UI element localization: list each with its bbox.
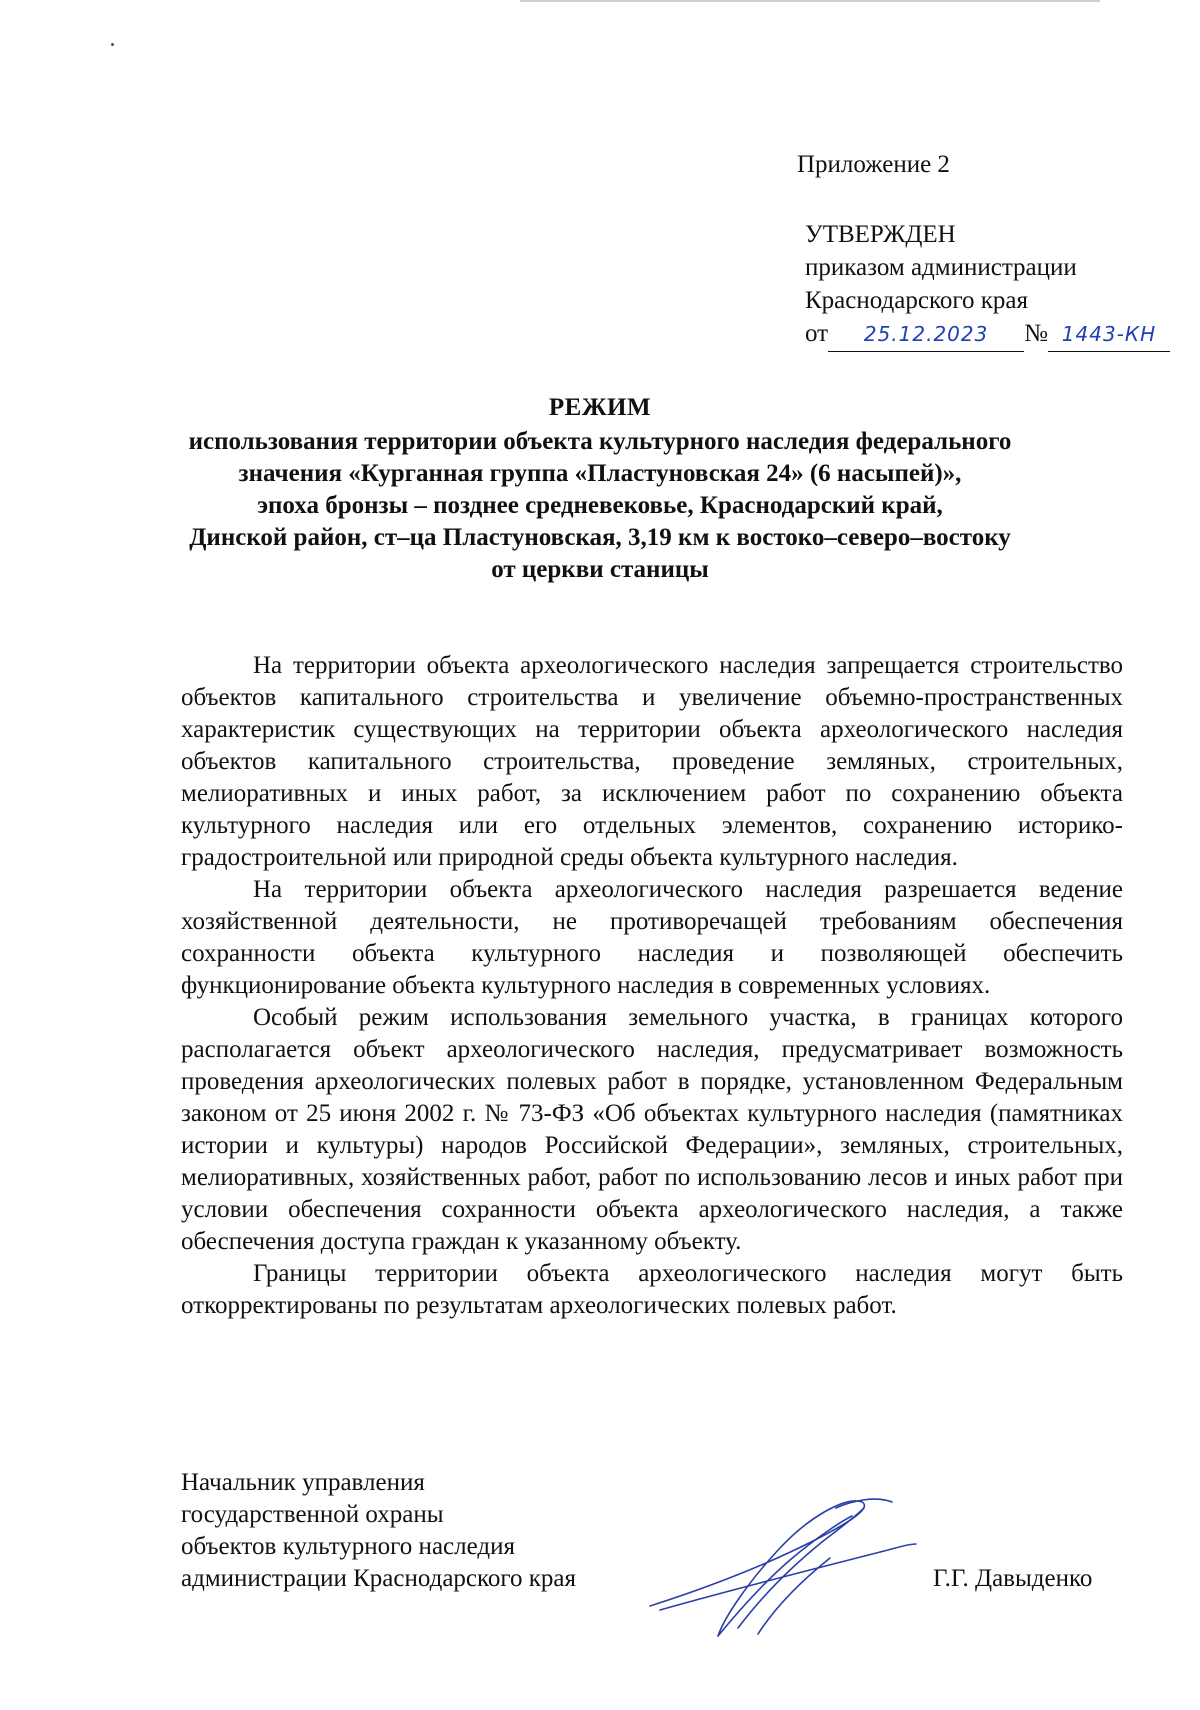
approval-line-1: приказом администрации: [805, 254, 1077, 281]
subtitle-line-1: использования территории объекта культурного наследия федерального: [188, 428, 1012, 455]
approval-date-field: [828, 317, 1024, 352]
document-heading: РЕЖИМ: [548, 394, 652, 421]
position-line-2: государственной охраны: [181, 1501, 444, 1528]
position-line-3: объектов культурного наследия: [181, 1533, 515, 1560]
approval-block: [805, 218, 1170, 352]
body-paragraph-4: Границы территории объекта археологического наследия могут быть откорректированы по результатам археологических полевых работ.: [181, 1260, 1123, 1319]
body-paragraph-3: Особый режим использования земельного участка, в границах которого располагается объект археологического наследия, предусматривает возможность проведения археологических полевых работ в порядке, установленном Федеральным законом от 25 июня 2002 г. № 73-ФЗ «Об объектах культурного наследия (памятниках истории и культуры) народов Российской Федерации», земляных, строительных, мелиоративных, хозяйственных работ, работ по использованию лесов и иных работ при условии обеспечения сохранности объекта археологического наследия, а также обеспечения доступа граждан к указанному объекту.: [181, 1004, 1123, 1255]
subtitle-line-2: значения «Курганная группа «Пластуновская 24» (6 насыпей)»,: [238, 460, 962, 487]
approval-date-number-line: [805, 317, 1170, 352]
signer-name: Г.Г. Давыденко: [933, 1565, 1093, 1592]
approval-date-handwritten: 25.12.2023: [863, 322, 989, 346]
document-title-block: [170, 392, 1030, 586]
position-line-4: администрации Краснодарского края: [181, 1565, 577, 1592]
approval-number-field: [1048, 317, 1170, 352]
body-paragraph-1: На территории объекта археологического наследия запрещается строительство объектов капитального строительства и увеличение объемно-пространственных характеристик существующих на территории объекта археологического наследия объектов капитального строительства, проведение земляных, строительных, мелиоративных и иных работ, за исключением работ по сохранению объекта культурного наследия или его отдельных элементов, сохранению историко-градостроительной или природной среды объекта культурного наследия.: [181, 652, 1123, 871]
document-body: [181, 650, 1123, 1322]
subtitle-line-5: от церкви станицы: [491, 556, 709, 583]
handwritten-signature: [640, 1478, 940, 1648]
number-prefix: №: [1024, 320, 1048, 347]
scan-edge-line: [520, 0, 1100, 2]
approval-line-2: Краснодарского края: [805, 287, 1028, 314]
date-prefix: от: [805, 320, 829, 347]
approval-status: УТВЕРЖДЕН: [805, 221, 956, 248]
position-line-1: Начальник управления: [181, 1469, 425, 1496]
signatory-position: [181, 1467, 576, 1595]
body-paragraph-2: На территории объекта археологического наследия разрешается ведение хозяйственной деятельности, не противоречащей требованиям обеспечения сохранности объекта культурного наследия и позволяющей обеспечить функционирование объекта культурного наследия в современных условиях.: [181, 876, 1123, 999]
appendix-label: Приложение 2: [797, 151, 950, 178]
subtitle-line-4: Динской район, ст–ца Пластуновская, 3,19 км к востоко–северо–востоку: [189, 524, 1011, 551]
subtitle-line-3: эпоха бронзы – позднее средневековье, Краснодарский край,: [257, 492, 943, 519]
scan-speck: [111, 43, 114, 46]
approval-number-handwritten: 1443-КН: [1061, 322, 1157, 346]
